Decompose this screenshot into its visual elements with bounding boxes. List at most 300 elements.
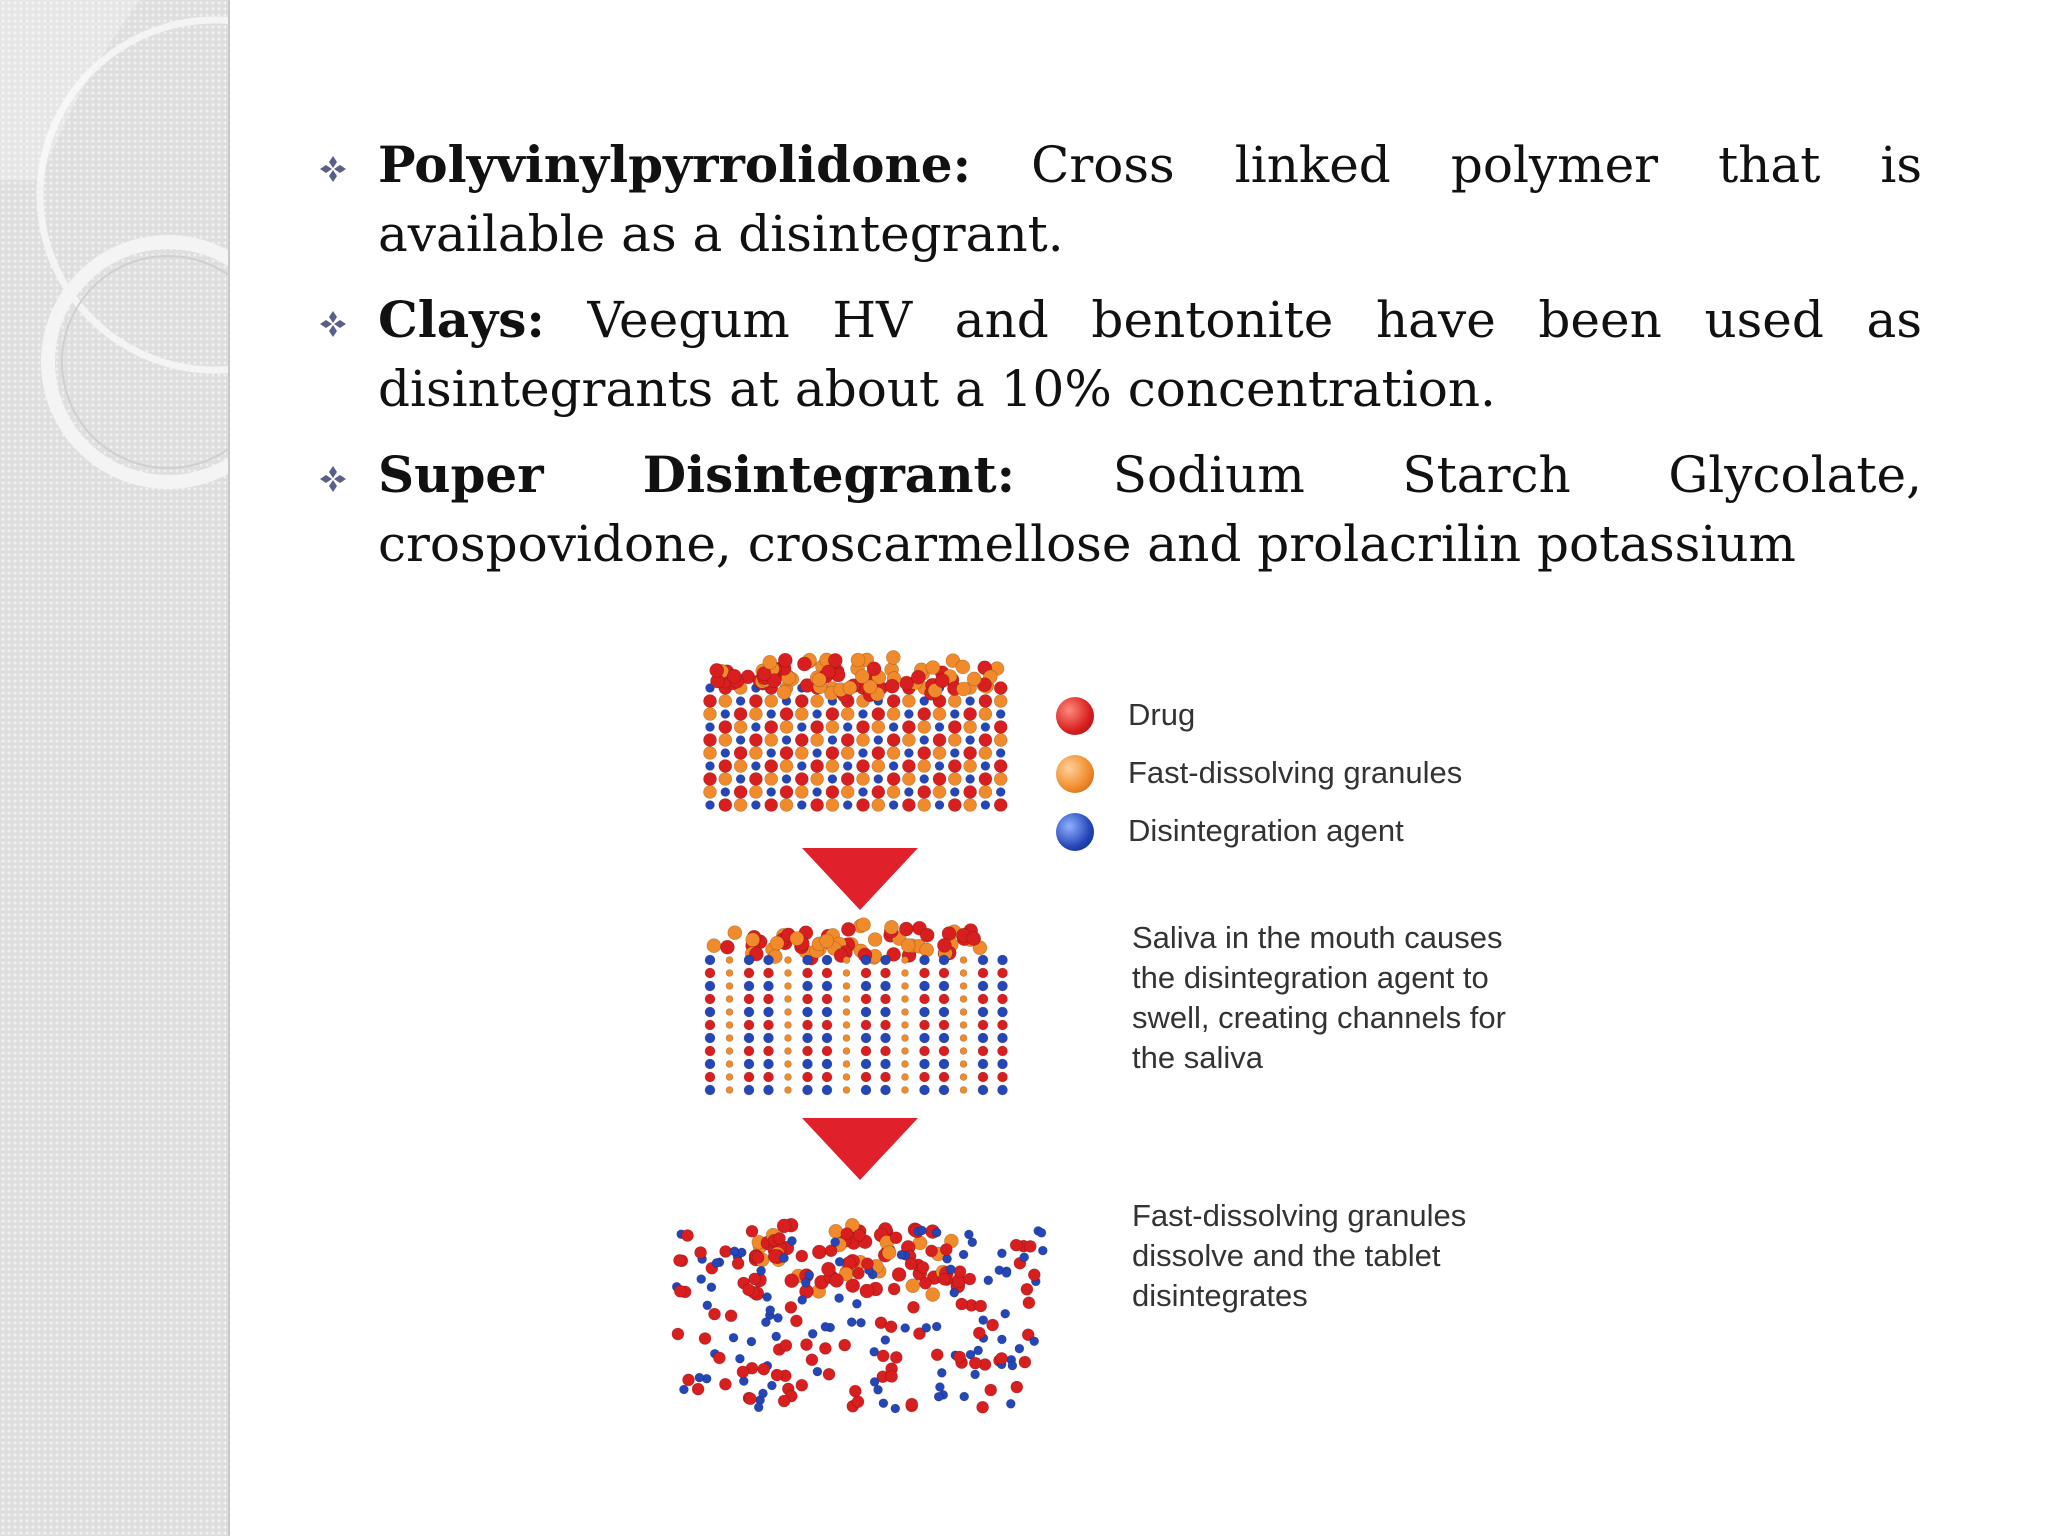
dispersed-particle [908,1301,920,1313]
tablet-particle [822,1007,832,1017]
dispersed-particle [932,1322,941,1331]
tablet-particle [734,747,747,760]
diamond-bullet-icon [318,464,348,494]
tablet-particle [939,1007,949,1017]
tablet-particle [960,1035,967,1042]
tablet-particle [887,773,900,786]
tablet-particle [998,994,1008,1004]
tablet-particle [826,760,839,773]
tablet-particle [998,1046,1008,1056]
tablet-particle [726,1074,733,1081]
dispersed-particle [852,1396,864,1408]
tablet-particle [920,981,930,991]
tablet-particle [902,970,909,977]
tablet-particle [744,968,754,978]
tablet-particle [719,695,732,708]
tablet-particle [785,983,792,990]
tablet-particle [950,788,959,797]
tablet-particle [803,994,813,1004]
bullet-item [318,285,1922,424]
tablet-particle [704,786,717,799]
tablet-particle [826,799,839,812]
dispersed-particle [879,1399,888,1408]
tablet-particle [920,1072,930,1082]
tablet-particle [843,1074,850,1081]
dispersed-particle [977,1401,989,1413]
tablet-particle [902,996,909,1003]
dispersed-particle [973,1327,985,1339]
tablet-particle [948,799,961,812]
tablet-particle [881,1072,891,1082]
tablet-particle [920,1033,930,1043]
tablet-particle [795,734,808,747]
tablet-particle [765,760,778,773]
dispersed-particle [813,1367,822,1376]
tablet-top-particle [867,662,881,676]
tablet-particle [902,983,909,990]
tablet-particle [780,721,793,734]
dispersed-particle [888,1283,900,1295]
tablet-particle [705,1085,715,1095]
tablet-particle [872,786,885,799]
tablet-particle [960,1061,967,1068]
tablet-particle [780,760,793,773]
tablet-particle [978,994,988,1004]
tablet-particle [978,968,988,978]
dispersed-particle [788,1236,797,1245]
tablet-top-particle [778,653,792,667]
tablet-particle [721,749,730,758]
tablet-particle [813,710,822,719]
tablet-particle [861,1033,871,1043]
dispersed-particle [1008,1361,1017,1370]
tablet-particle [764,1059,774,1069]
tablet-particle [872,708,885,721]
tablet-particle [978,1033,988,1043]
tablet-particle [744,955,754,965]
tablet-particle [939,1059,949,1069]
tablet-particle [704,773,717,786]
tablet-particle [996,788,1005,797]
tablet-particle [874,775,883,784]
dispersed-particle [922,1323,931,1332]
tablet-particle [861,1046,871,1056]
dispersed-particle [801,1278,810,1287]
tablet-top-particle [967,932,981,946]
tablet-particle [966,775,975,784]
dispersed-particle [672,1328,684,1340]
tablet-particle [996,749,1005,758]
tablet-particle [920,736,929,745]
tablet-particle [933,773,946,786]
dispersed-particle [774,1232,786,1244]
dispersed-particle [969,1357,981,1369]
tablet-particle [764,1033,774,1043]
tablet-particle [811,773,824,786]
tablet-particle [811,734,824,747]
tablet-particle [935,762,944,771]
decorative-sidebar [0,0,230,1536]
tablet-particle [764,1046,774,1056]
decorative-rings [0,0,228,1536]
tablet-particle [751,762,760,771]
tablet-particle [744,1046,754,1056]
tablet-particle [843,970,850,977]
dispersed-particle [975,1300,987,1312]
tablet-particle [939,1046,949,1056]
tablet-top-particle [720,940,734,954]
dispersed-particle [905,1258,917,1270]
tablet-particle [822,955,832,965]
tablet-particle [920,1020,930,1030]
tablet-particle [744,981,754,991]
tablet-particle [749,734,762,747]
dispersed-particle [954,1351,966,1363]
dispersed-particle [934,1392,943,1401]
tablet-top-particle [957,682,971,696]
dispersed-particle [891,1404,900,1413]
dispersed-particle [796,1379,808,1391]
dispersed-particle [841,1228,853,1240]
tablet-particle [749,695,762,708]
tablet-particle [751,723,760,732]
tablet-particle [841,786,854,799]
tablet-particle [706,762,715,771]
tablet-particle [841,734,854,747]
dispersed-particle [785,1301,797,1313]
tablet-particle [767,788,776,797]
tablet-particle [780,786,793,799]
tablet-particle [998,968,1008,978]
tablet-particle [822,968,832,978]
dispersed-particle [960,1392,969,1401]
tablet-top-particle [857,918,871,932]
tablet-particle [979,695,992,708]
dispersed-particle [743,1284,755,1296]
tablet-particle [964,799,977,812]
tablet-particle [861,968,871,978]
tablet-particle [960,983,967,990]
tablet-particle [998,1020,1008,1030]
tablet-particle [881,1007,891,1017]
tablet-particle [861,955,871,965]
tablet-particle [979,708,992,721]
dispersed-particle [806,1354,818,1366]
tablet-particle [705,1033,715,1043]
tablet-particle [785,1035,792,1042]
tablet-particle [918,747,931,760]
tablet-particle [726,1087,733,1094]
dispersed-particle [950,1288,959,1297]
tablet-particle [889,723,898,732]
tablet-particle [826,721,839,734]
dispersed-particle [979,1316,988,1325]
tablet-disintegration-figure [636,640,1536,1440]
tablet-particle [726,1061,733,1068]
tablet-top-particle [926,661,940,675]
tablet-particle [705,955,715,965]
tablet-particle [998,981,1008,991]
tablet-particle [803,1007,813,1017]
tablet-particle [734,799,747,812]
dispersed-particle [699,1333,711,1345]
tablet-particle [939,1020,949,1030]
tablet-top-particle [843,681,857,695]
dispersed-particle [703,1301,712,1310]
tablet-particle [998,955,1008,965]
dispersed-particle [759,1389,768,1398]
dispersed-particle [890,1232,902,1244]
tablet-top-particle [728,926,742,940]
tablet-particle [744,1085,754,1095]
tablet-particle [704,747,717,760]
bullet-term: Polyvinylpyrrolidone: [378,135,972,194]
bullet-term: Super Disintegrant: [378,445,1016,504]
tablet-particle [734,708,747,721]
dispersed-particle [761,1318,770,1327]
tablet-top-particle [885,679,899,693]
dispersed-particle [954,1266,966,1278]
dispersed-particle [987,1319,999,1331]
tablet-top-particle [920,943,934,957]
tablet-top-particle [851,653,865,667]
dispersed-particle [713,1352,725,1364]
tablet-particle [902,1022,909,1029]
tablet-particle [960,1074,967,1081]
tablet-particle [782,736,791,745]
tablet-particle [964,747,977,760]
tablet-particle [785,1009,792,1016]
tablet-particle [726,957,733,964]
tablet-particle [721,788,730,797]
tablet-particle [813,788,822,797]
down-arrow-icon [802,848,918,910]
tablet-particle [803,1072,813,1082]
tablet-particle [881,955,891,965]
tablet-particle [978,981,988,991]
tablet-particle [705,994,715,1004]
bullet-description: Veegum HV and bentonite have been used as disintegrants at about a 10% concentration. [378,291,1922,418]
tablet-top-particle [899,922,913,936]
tablet-particle [785,996,792,1003]
tablet-particle [719,734,732,747]
tablet-particle [904,710,913,719]
dispersed-particle [882,1246,896,1260]
tablet-particle [803,1059,813,1069]
dispersed-particle [1038,1246,1047,1255]
tablet-top-particle [797,657,811,671]
tablet-particle [705,1007,715,1017]
tablet-top-particle [707,939,721,953]
dispersed-particle [812,1245,826,1259]
tablet-particle [902,721,915,734]
dispersed-particle [771,1369,783,1381]
tablet-particle [902,734,915,747]
dispersed-particle [819,1342,831,1354]
tablet-particle [874,736,883,745]
tablet-particle [996,710,1005,719]
tablet-top-particle [841,922,855,936]
tablet-top-particle [935,674,949,688]
tablet-particle [822,1033,832,1043]
tablet-particle [765,695,778,708]
tablet-particle [948,734,961,747]
dispersed-particle [808,1329,817,1338]
tablet-top-particle [920,928,934,942]
tablet-top-particle [956,660,970,674]
dispersed-particle [746,1225,758,1237]
tablet-particle [764,1072,774,1082]
dispersed-particle [682,1230,694,1242]
tablet-particle [887,734,900,747]
dispersed-particle [1020,1253,1029,1262]
dispersed-particle [931,1349,943,1361]
tablet-particle [902,1061,909,1068]
tablet-particle [734,721,747,734]
dispersed-particle [835,1257,844,1266]
tablet-particle [857,760,870,773]
tablet-particle [744,1072,754,1082]
dispersed-particle [798,1295,807,1304]
tablet-particle [998,1072,1008,1082]
tablet-top-particle [868,933,882,947]
tablet-particle [785,1022,792,1029]
tablet-particle [933,747,946,760]
tablet-particle [826,747,839,760]
tablet-particle [843,1035,850,1042]
dispersed-particle [877,1350,889,1362]
tablet-top-particle [820,934,834,948]
tablet-top-particle [710,663,724,677]
tablet-particle [889,801,898,810]
dispersed-particle [752,1252,764,1264]
tablet-particle [857,799,870,812]
tablet-particle [857,773,870,786]
tablet-particle [918,786,931,799]
tablet-particle [902,1048,909,1055]
tablet-particle [950,710,959,719]
dispersed-particle [707,1283,716,1292]
dispersed-particle [984,1276,993,1285]
tablet-particle [726,996,733,1003]
tablet-particle [920,1046,930,1056]
dispersed-particle [712,1258,721,1267]
tablet-particle [828,736,837,745]
tablet-particle [828,775,837,784]
dispersed-particle [885,1321,897,1333]
tablet-particle [960,996,967,1003]
tablet-particle [998,1085,1008,1095]
tablet-particle [811,721,824,734]
tablet-particle [719,799,732,812]
tablet-particle [978,1007,988,1017]
tablet-top-particle [886,650,900,664]
dispersed-particle [831,1238,840,1247]
dispersed-particle [780,1340,792,1352]
dispersed-particle [732,1258,744,1270]
tablet-particle [841,708,854,721]
tablet-illustration [636,640,1056,1440]
dispersed-particle [996,1352,1008,1364]
tablet-particle [719,773,732,786]
tablet-particle [964,786,977,799]
tablet-particle [719,760,732,773]
tablet-particle [857,721,870,734]
tablet-particle [795,773,808,786]
dispersed-particle [926,1288,940,1302]
dispersed-particle [823,1368,835,1380]
tablet-particle [843,996,850,1003]
tablet-particle [705,981,715,991]
tablet-particle [979,747,992,760]
dispersed-particle [886,1371,898,1383]
bullet-item [318,440,1922,579]
tablet-particle [939,968,949,978]
tablet-particle [902,760,915,773]
dispersed-particle [906,1279,920,1293]
tablet-particle [872,747,885,760]
tablet-particle [764,1020,774,1030]
dispersed-particle [683,1374,695,1386]
tablet-particle [705,1046,715,1056]
tablet-particle [964,721,977,734]
dispersed-particle [839,1339,851,1351]
legend-label: Fast-dissolving granules [1128,755,1463,790]
tablet-particle [881,1033,891,1043]
tablet-particle [785,957,792,964]
dispersed-particle [790,1315,802,1327]
dispersed-particle [1002,1269,1011,1278]
tablet-particle [841,747,854,760]
tablet-top-particle [727,669,741,683]
tablet-particle [765,721,778,734]
dispersed-particle [918,1226,927,1235]
tablet-particle [705,1020,715,1030]
dispersed-particle [860,1284,874,1298]
legend-label: Disintegration agent [1128,813,1404,848]
tablet-particle [881,981,891,991]
tablet-particle [822,1085,832,1095]
dispersed-particle [971,1370,980,1379]
tablet-particle [843,1061,850,1068]
tablet-particle [933,734,946,747]
tablet-particle [782,775,791,784]
tablet-particle [902,1009,909,1016]
dispersed-particle [959,1250,968,1259]
tablet-top-particle [777,685,791,699]
tablet-particle [764,994,774,1004]
bullet-text [378,285,1922,424]
tablet-particle [841,773,854,786]
tablet-particle [704,734,717,747]
tablet-particle [765,799,778,812]
dispersed-particle [1030,1337,1039,1346]
tablet-particle [843,1048,850,1055]
dispersed-particle [777,1219,791,1233]
tablet-particle [785,1061,792,1068]
tablet-particle [994,773,1007,786]
dispersed-particle [754,1403,763,1412]
dispersed-particle [695,1373,704,1382]
tablet-particle [887,708,900,721]
tablet-particle [918,721,931,734]
tablet-particle [981,801,990,810]
tablet-particle [978,1046,988,1056]
tablet-particle [749,786,762,799]
dispersed-particle [674,1254,686,1266]
tablet-particle [881,1059,891,1069]
tablet-particle [843,1009,850,1016]
